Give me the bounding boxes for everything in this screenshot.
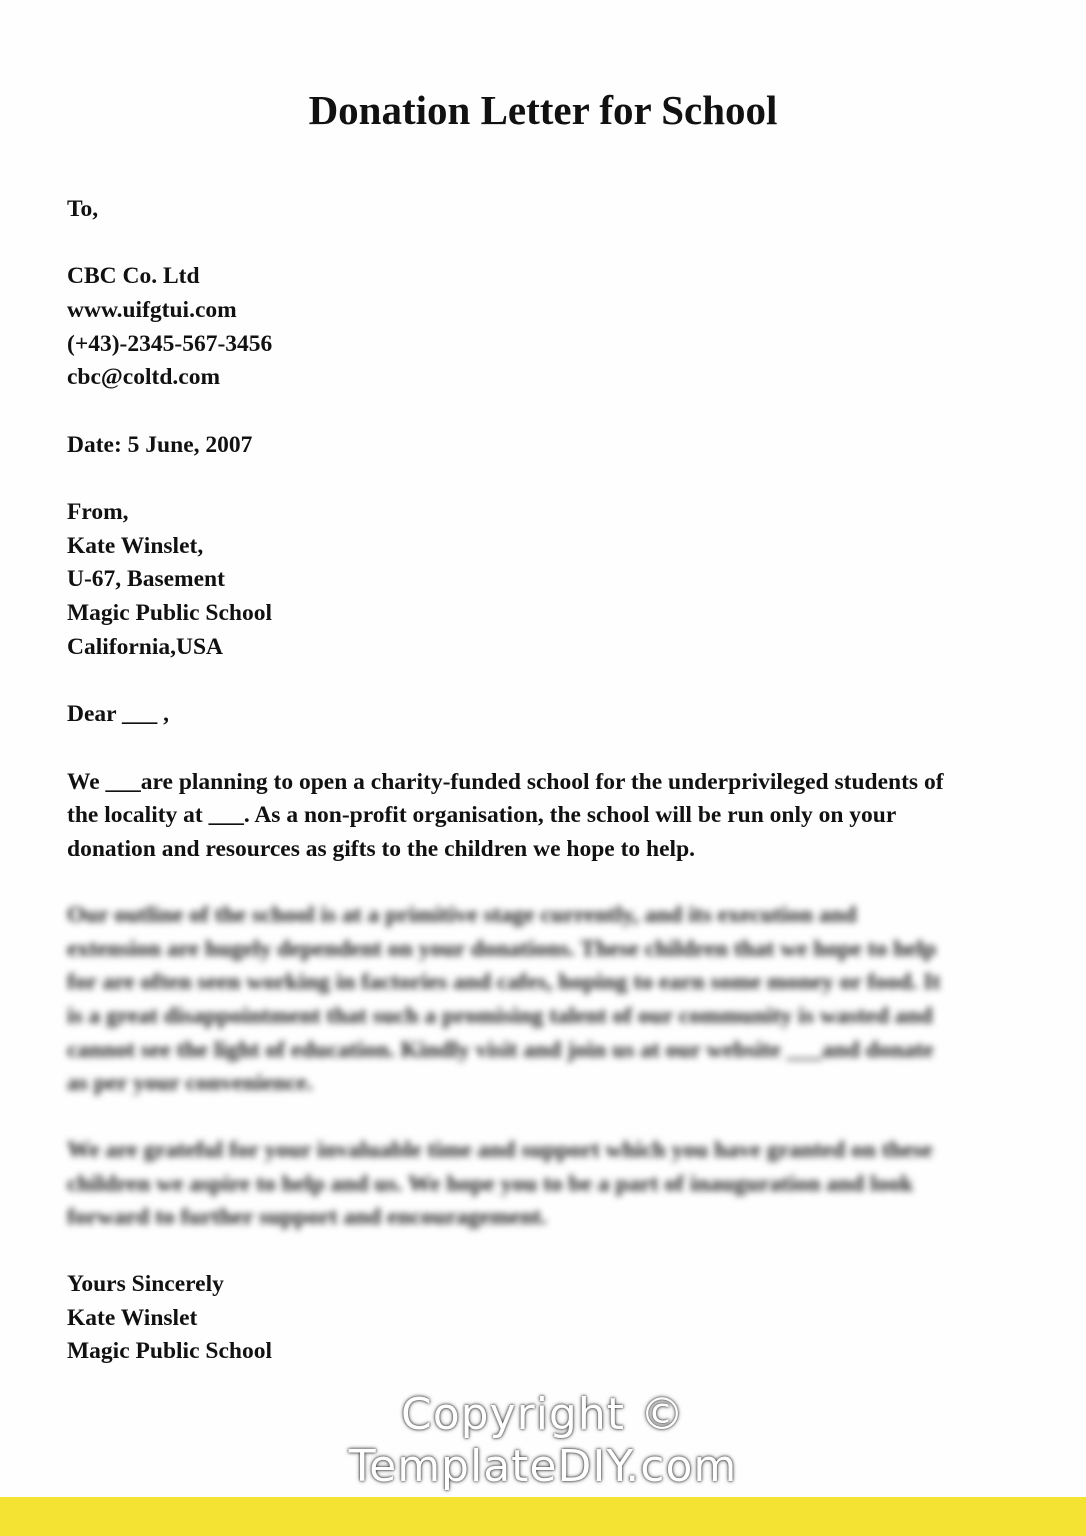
recipient-phone: (+43)-2345-567-3456: [67, 330, 273, 357]
recipient-website: www.uifgtui.com: [67, 297, 237, 324]
blurred-line: cannot see the light of education. Kindly visit and join us at our website ___and donate: [67, 1036, 934, 1063]
blurred-line: extension are hugely dependent on your donations. These children that we hope to help: [67, 935, 937, 962]
recipient-company: CBC Co. Ltd: [67, 263, 200, 290]
closing-block: [67, 1268, 272, 1369]
sender-name: Kate Winslet,: [67, 532, 204, 559]
sender-school: Magic Public School: [67, 600, 272, 627]
blurred-line: for are often seen working in factories and cafes, hoping to earn some money or food. It: [67, 969, 941, 996]
from-block: [67, 496, 944, 867]
salutation: Dear ___ ,: [67, 701, 170, 728]
paragraph1-line: the locality at ___. As a non-profit organisation, the school will be run only on your: [67, 802, 897, 829]
blurred-line: forward to further support and encouragement.: [67, 1204, 547, 1231]
recipient-email: cbc@coltd.com: [67, 364, 221, 391]
blurred-line: is a great disappointment that such a promising talent of our community is wasted and: [67, 1003, 933, 1030]
to-label: To,: [67, 196, 99, 222]
paragraph1-line: donation and resources as gifts to the children we hope to help.: [67, 835, 696, 862]
from-label: From,: [67, 499, 129, 525]
letter-title: Donation Letter for School: [308, 87, 778, 133]
to-block: [67, 193, 272, 463]
blurred-line: We are grateful for your invaluable time and support which you have granted on these: [67, 1137, 933, 1163]
blurred-line: as per your convenience.: [67, 1070, 313, 1097]
letter-date: Date: 5 June, 2007: [67, 431, 253, 458]
sender-address: U-67, Basement: [67, 566, 225, 593]
blurred-line: Our outline of the school is at a primitive stage currently, and its execution and: [67, 902, 857, 928]
blurred-paragraph-3: [67, 1134, 933, 1235]
signature-name: Kate Winslet: [67, 1304, 198, 1331]
closing-phrase: Yours Sincerely: [67, 1271, 224, 1297]
watermark-site: TemplateDIY.com: [348, 1441, 738, 1492]
signature-school: Magic Public School: [67, 1338, 272, 1365]
footer-bar: [0, 1497, 1086, 1536]
paragraph1-line: We ___are planning to open a charity-funded school for the underprivileged students of: [67, 768, 944, 795]
sender-location: California,USA: [67, 633, 224, 660]
blurred-paragraph-2: [67, 899, 940, 1101]
watermark-copyright: Copyright ©: [401, 1389, 685, 1440]
blurred-line: children we aspire to help and us. We hope you to be a part of inauguration and look: [67, 1170, 914, 1197]
